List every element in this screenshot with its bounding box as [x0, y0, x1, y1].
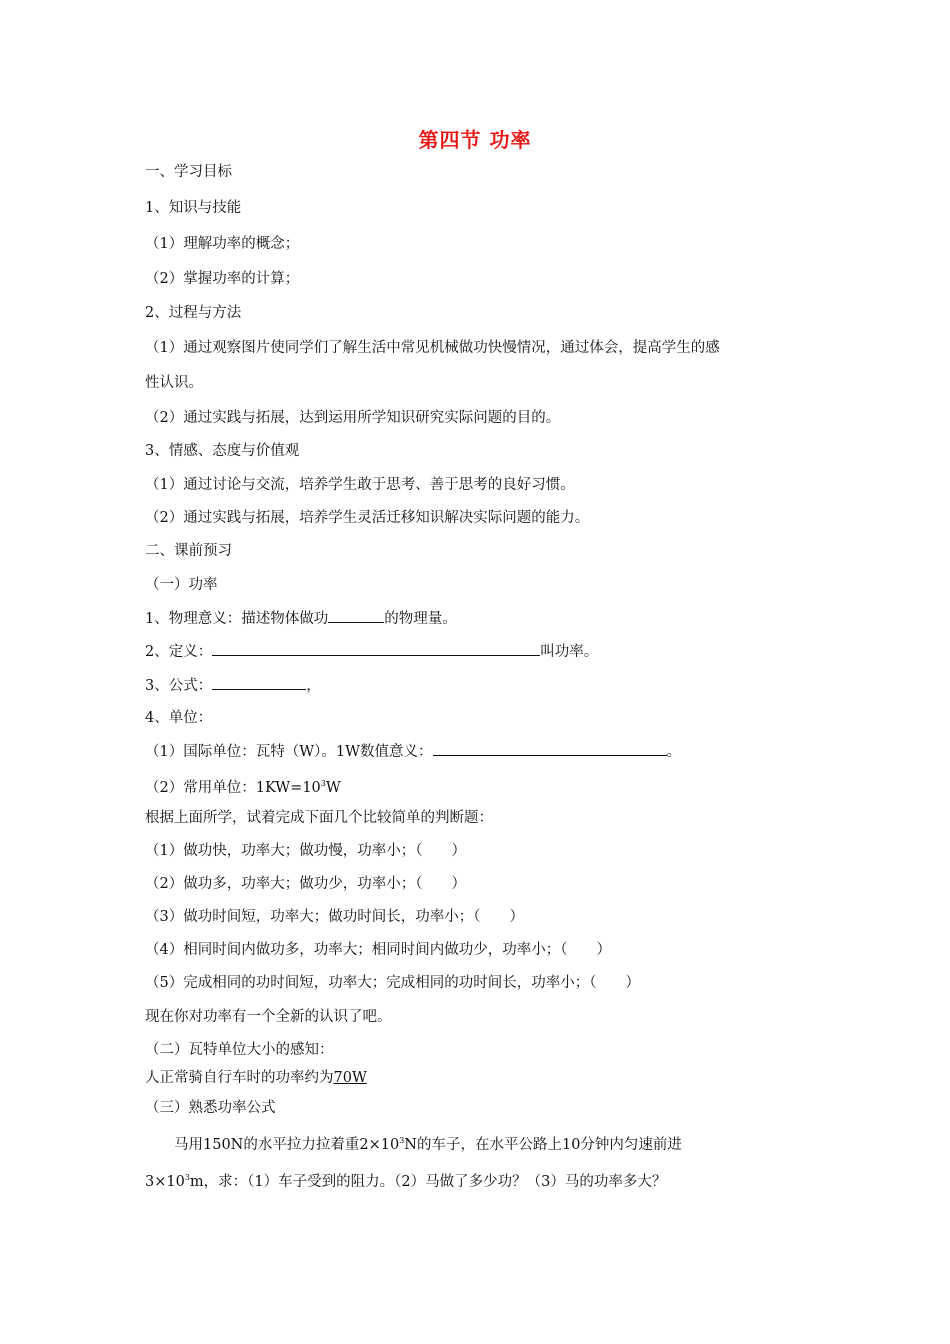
- definition-line: [145, 641, 598, 662]
- problem-line-1: [174, 1131, 682, 1155]
- bike-value: 70W: [333, 1070, 367, 1086]
- process-item-1a: （1）通过观察图片使同学们了解生活中常见机械做功快慢情况，通过体会，提高学生的感: [145, 340, 720, 356]
- knowledge-heading: 1、知识与技能: [145, 200, 242, 216]
- meaning-suffix: 的物理量。: [384, 611, 457, 627]
- problem-text-4: m，求：（1）车子受到的阻力。（2）马做了多少功？（3）马的功率多大？: [189, 1174, 667, 1190]
- judge-item-4: （4）相同时间内做功多，功率大；相同时间内做功少，功率小；（ ）: [145, 942, 611, 958]
- problem-exponent-2: 3: [184, 1173, 190, 1182]
- judge-outro: 现在你对功率有一个全新的认识了吧。: [145, 1009, 392, 1025]
- judge-item-5: （5）完成相同的功时间短，功率大；完成相同的功时间长，功率小；（ ）: [145, 975, 640, 991]
- judge-item-3: （3）做功时间短，功率大；做功时间长，功率小；（ ）: [145, 909, 524, 925]
- formula-text: 3、公式：: [145, 678, 213, 694]
- problem-exponent-1: 3: [399, 1136, 405, 1145]
- preview-heading: 二、课前预习: [145, 543, 232, 559]
- process-item-1b: 性认识。: [145, 375, 203, 391]
- judge-item-2: （2）做功多，功率大；做功少，功率小；（ ）: [145, 876, 466, 892]
- formula-line: [145, 675, 321, 696]
- judge-item-1: （1）做功快，功率大；做功慢，功率小；（ ）: [145, 843, 466, 859]
- emotion-item-2: （2）通过实践与拓展，培养学生灵活迁移知识解决实际问题的能力。: [145, 510, 590, 526]
- judge-intro: 根据上面所学，试着完成下面几个比较简单的判断题：: [145, 810, 493, 826]
- unit-2-suffix: W: [325, 780, 341, 796]
- process-item-2: （2）通过实践与拓展，达到运用所学知识研究实际问题的目的。: [145, 410, 561, 426]
- knowledge-item-2: （2）掌握功率的计算；: [145, 271, 300, 287]
- problem-text-3: 3×10: [145, 1174, 185, 1190]
- formula-blank[interactable]: [212, 675, 306, 690]
- unit-1-suffix: 。: [666, 744, 682, 760]
- unit-1-line: [145, 741, 681, 762]
- problem-text-1: 马用150N的水平拉力拉着重2×10: [174, 1137, 400, 1153]
- page-title: 第四节 功率: [418, 128, 532, 152]
- bike-text: 人正常骑自行车时的功率约为: [145, 1070, 334, 1086]
- unit-2-exponent: 3: [320, 779, 326, 788]
- preview-sub1: （一）功率: [145, 577, 218, 593]
- knowledge-item-1: （1）理解功率的概念；: [145, 236, 300, 252]
- unit-heading: 4、单位：: [145, 710, 213, 726]
- definition-text: 2、定义：: [145, 644, 213, 660]
- unit-1-text: （1）国际单位：瓦特（W）。1W数值意义：: [145, 744, 433, 760]
- process-heading: 2、过程与方法: [145, 305, 242, 321]
- problem-line-2: [145, 1168, 666, 1192]
- emotion-heading: 3、情感、态度与价值观: [145, 443, 300, 459]
- definition-blank[interactable]: [212, 641, 540, 656]
- problem-text-2: N的车子，在水平公路上10分钟内匀速前进: [404, 1137, 682, 1153]
- unit-2-text: （2）常用单位：1KW=10: [145, 780, 321, 796]
- preview-sub3: （三）熟悉功率公式: [145, 1100, 276, 1116]
- unit-1-blank[interactable]: [433, 741, 667, 756]
- emotion-item-1: （1）通过讨论与交流，培养学生敢于思考、善于思考的良好习惯。: [145, 477, 575, 493]
- unit-2-line: [145, 774, 341, 798]
- definition-suffix: 叫功率。: [540, 644, 599, 660]
- objectives-heading: 一、学习目标: [145, 164, 232, 180]
- meaning-blank[interactable]: [328, 608, 384, 623]
- meaning-line: [145, 608, 457, 629]
- formula-suffix: ，: [306, 678, 321, 694]
- bike-line: [145, 1068, 367, 1088]
- preview-sub2: （二）瓦特单位大小的感知：: [145, 1042, 334, 1058]
- meaning-text: 1、物理意义：描述物体做功: [145, 611, 329, 627]
